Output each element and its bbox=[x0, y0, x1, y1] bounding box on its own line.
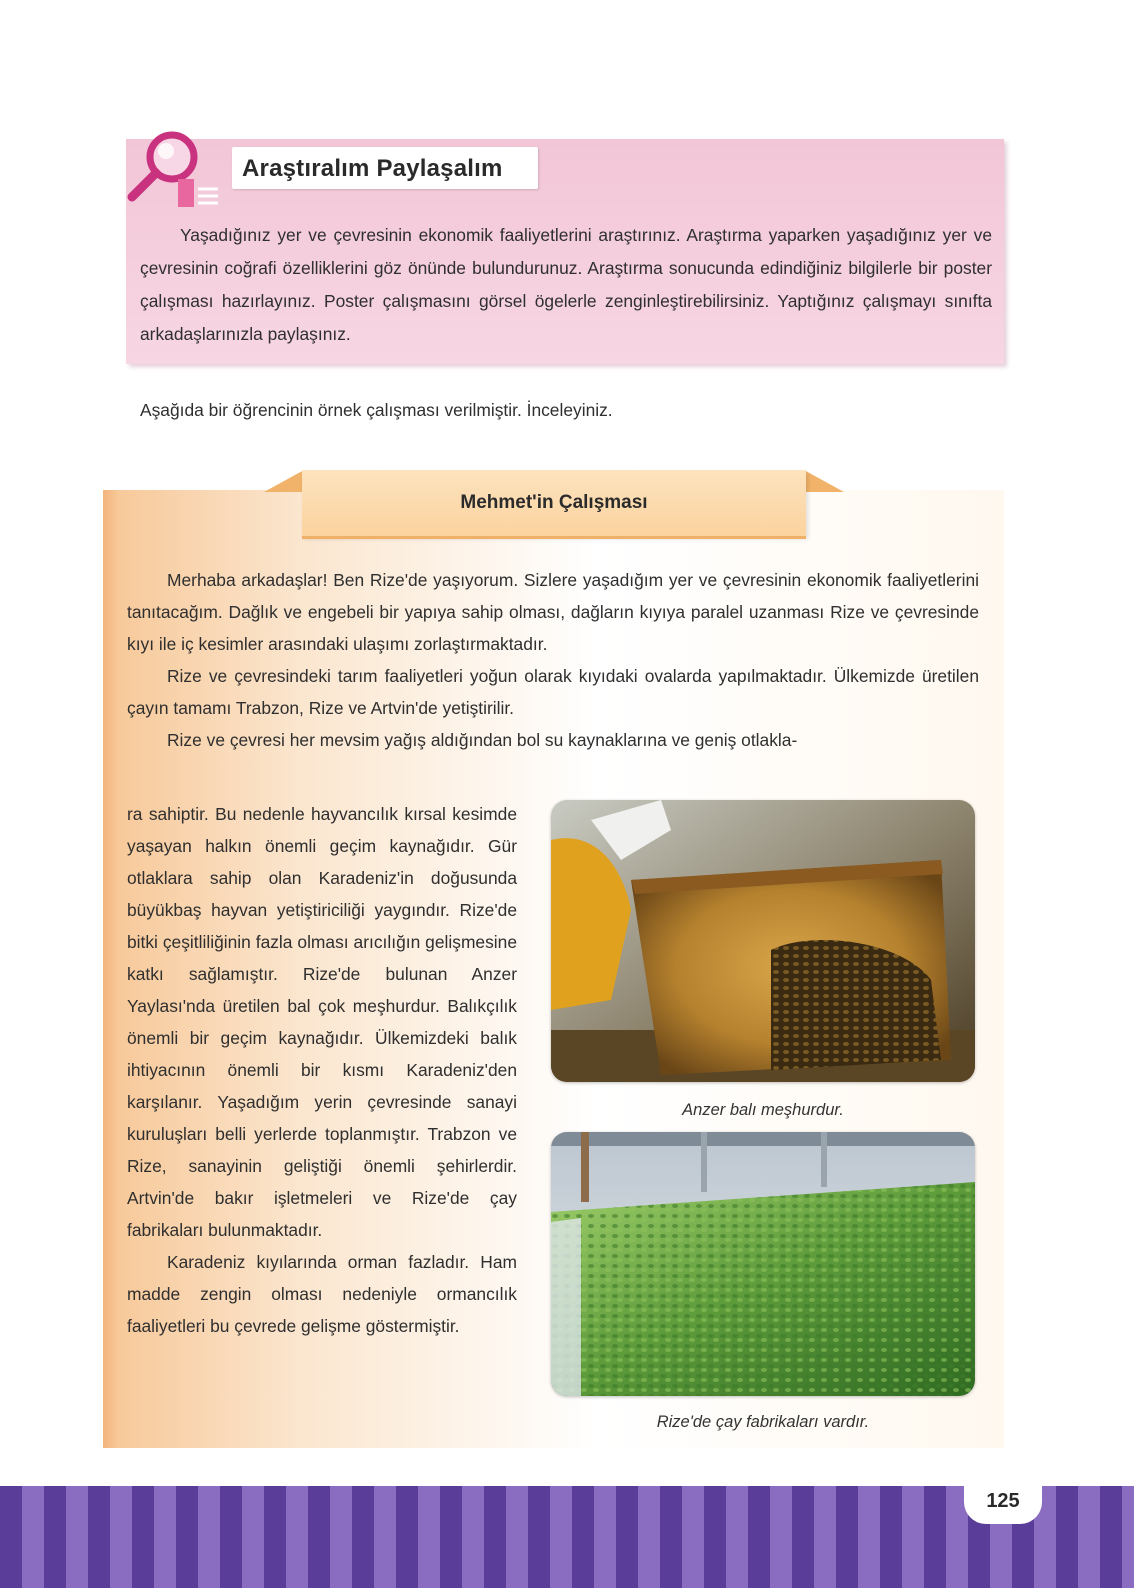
study-column-text bbox=[127, 798, 517, 1342]
intro-line: Aşağıda bir öğrencinin örnek çalışması verilmiştir. İnceleyiniz. bbox=[140, 400, 613, 420]
magnifier-icon bbox=[122, 117, 222, 217]
study-full-width-text bbox=[127, 564, 979, 756]
study-title: Mehmet'in Çalışması bbox=[460, 492, 648, 513]
research-title: Araştıralım Paylaşalım bbox=[242, 155, 503, 182]
honeycomb-photo bbox=[551, 800, 975, 1082]
paragraph: ra sahiptir. Bu nedenle hayvancılık kırsal kesimde yaşayan halkın önemli geçim kaynağıdır. Gür otlaklara sahip olan Karadeniz'in doğusunda büyükbaş hayvan yetiştiriciliği yaygındır. Rize'de bitki çeşitliliğinin fazla olması arıcılığın gelişmesine katkı sağlamıştır. Rize'de bulunan Anzer Yaylası'nda üretilen bal çok meşhurdur. Balıkçılık önemli bir geçim kaynağıdır. Ülkemizdeki balık ihtiyacının önemli bir kısmı Karadeniz'den karşılanır. Yaşadığım yerin çevresinde sanayi kuruluşları belli yerlerde toplanmıştır. Trabzon ve Rize, sanayinin geliştiği önemli şehirlerdir. Artvin'de bakır işletmeleri ve Rize'de çay fabrikaları bulunmaktadır. bbox=[127, 804, 517, 1240]
page-number: 125 bbox=[986, 1490, 1020, 1512]
banner-fold-right bbox=[804, 470, 844, 492]
research-box bbox=[126, 139, 1004, 364]
tea-caption: Rize'de çay fabrikaları vardır. bbox=[656, 1413, 870, 1431]
study-panel-edge bbox=[103, 490, 119, 1448]
study-banner bbox=[302, 470, 806, 536]
paragraph: Rize ve çevresi her mevsim yağış aldığından bol su kaynaklarına ve geniş otlakla- bbox=[167, 730, 798, 750]
paragraph: Karadeniz kıyılarında orman fazladır. Ham madde zengin olması nedeniyle ormancılık faaliyetleri bu çevrede gelişme göstermiştir. bbox=[127, 1252, 517, 1336]
honey-caption: Anzer balı meşhurdur. bbox=[682, 1101, 844, 1119]
research-header bbox=[126, 139, 546, 195]
research-text: Yaşadığınız yer ve çevresinin ekonomik faaliyetlerini araştırınız. Araştırma yaparken yaşadığınız yer ve çevresinin coğrafi özelliklerini göz önünde bulundurunuz. Araştırma sonucunda edindiğiniz bilgilerle bir poster çalışması hazırlayınız. Poster çalışmasını görsel ögelerle zenginleştirebilirsiniz. Yaptığınız çalışmayı sınıfta arkadaşlarınızla paylaşınız. bbox=[140, 225, 992, 344]
banner-fold-left bbox=[264, 470, 304, 492]
paragraph: Rize ve çevresindeki tarım faaliyetleri yoğun olarak kıyıdaki ovalarda yapılmaktadır. Ülkemizde üretilen çayın tamamı Trabzon, Rize ve Artvin'de yetiştirilir. bbox=[127, 666, 979, 718]
paragraph: Merhaba arkadaşlar! Ben Rize'de yaşıyorum. Sizlere yaşadığım yer ve çevresinin ekonomik faaliyetlerini tanıtacağım. Dağlık ve engebeli bir yapıya sahip olması, dağların kıyıya paralel uzanması Rize ve çevresinde kıyı ile iç kesimler arasındaki ulaşımı zorlaştırmaktadır. bbox=[127, 570, 979, 654]
tea-factory-photo bbox=[551, 1132, 975, 1396]
